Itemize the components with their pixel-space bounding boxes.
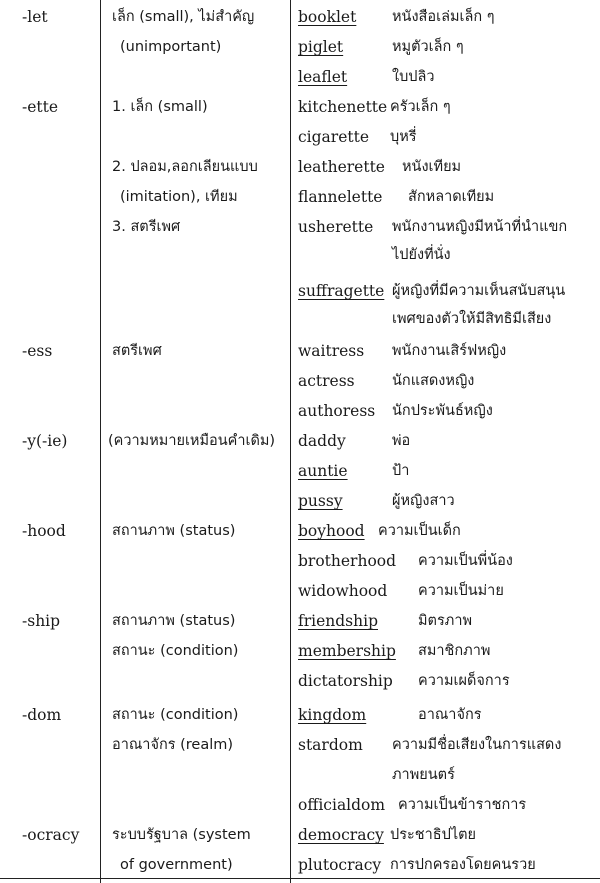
word-cell: leaflet bbox=[298, 68, 348, 86]
table-row bbox=[0, 606, 600, 636]
word-cell: leatherette bbox=[298, 158, 385, 176]
thai-cell: พนักงานเสิร์ฟหญิง bbox=[392, 343, 507, 359]
thai-cell: ความเป็นพี่น้อง bbox=[418, 553, 513, 569]
table-row bbox=[0, 92, 600, 122]
thai-cell: ความมีชื่อเสียงในการแสดง bbox=[392, 737, 562, 753]
thai-cell: พ่อ bbox=[392, 433, 411, 449]
suffix-cell: -let bbox=[22, 8, 48, 26]
word-cell: officialdom bbox=[298, 796, 386, 814]
table-row bbox=[0, 366, 600, 396]
thai-cell: ภาพยนตร์ bbox=[392, 767, 455, 783]
word-cell: dictatorship bbox=[298, 672, 393, 690]
table-row bbox=[0, 516, 600, 546]
meaning-cell: สถานะ (condition) bbox=[112, 707, 239, 723]
meaning-cell: สถานภาพ (status) bbox=[112, 613, 236, 629]
thai-cell: หนังเทียม bbox=[402, 159, 462, 175]
suffix-cell: -ocracy bbox=[22, 826, 80, 844]
thai-cell: ความเป็นข้าราชการ bbox=[398, 797, 527, 813]
thai-cell: สักหลาดเทียม bbox=[408, 189, 495, 205]
table-row bbox=[0, 396, 600, 426]
word-cell: stardom bbox=[298, 736, 363, 754]
thai-cell: ครัวเล็ก ๆ bbox=[390, 99, 451, 115]
table-row bbox=[0, 666, 600, 696]
meaning-cell: 1. เล็ก (small) bbox=[112, 99, 208, 115]
thai-cell: บุหรี่ bbox=[390, 129, 417, 145]
suffix-cell: -hood bbox=[22, 522, 66, 540]
word-cell: membership bbox=[298, 642, 396, 660]
word-cell: kitchenette bbox=[298, 98, 388, 116]
meaning-cell: (unimportant) bbox=[120, 39, 222, 55]
thai-cell: อาณาจักร bbox=[418, 707, 482, 723]
word-cell: cigarette bbox=[298, 128, 370, 146]
word-cell: boyhood bbox=[298, 522, 365, 540]
table-row bbox=[0, 32, 600, 62]
word-cell: widowhood bbox=[298, 582, 388, 600]
table-row bbox=[0, 790, 600, 820]
table-row bbox=[0, 122, 600, 152]
meaning-cell: of government) bbox=[120, 857, 233, 873]
thai-cell: หนังสือเล่มเล็ก ๆ bbox=[392, 9, 495, 25]
word-cell: plutocracy bbox=[298, 856, 382, 874]
word-cell: actress bbox=[298, 372, 355, 390]
thai-cell: ป้า bbox=[392, 463, 410, 479]
thai-cell: ความเป็นม่าย bbox=[418, 583, 504, 599]
table-row bbox=[0, 456, 600, 486]
thai-cell: มิตรภาพ bbox=[418, 613, 473, 629]
meaning-cell: สตรีเพศ bbox=[112, 343, 162, 359]
thai-cell: นักประพันธ์หญิง bbox=[392, 403, 493, 419]
table-row bbox=[0, 276, 600, 306]
meaning-cell: 3. สตรีเพศ bbox=[112, 219, 181, 235]
thai-cell: ไปยังที่นั่ง bbox=[392, 247, 451, 263]
table-row bbox=[0, 820, 600, 850]
table-row bbox=[0, 2, 600, 32]
suffix-cell: -ette bbox=[22, 98, 59, 116]
table-row bbox=[0, 152, 600, 182]
word-cell: pussy bbox=[298, 492, 343, 510]
thai-cell: ความเป็นเด็ก bbox=[378, 523, 461, 539]
meaning-cell: (imitation), เทียม bbox=[120, 189, 238, 205]
word-cell: democracy bbox=[298, 826, 384, 844]
meaning-cell: ระบบรัฐบาล (system bbox=[112, 827, 251, 843]
table-row bbox=[0, 546, 600, 576]
word-cell: suffragette bbox=[298, 282, 385, 300]
word-cell: flannelette bbox=[298, 188, 383, 206]
word-cell: authoress bbox=[298, 402, 376, 420]
word-cell: daddy bbox=[298, 432, 346, 450]
table-row bbox=[0, 240, 600, 270]
suffix-cell: -y(-ie) bbox=[22, 432, 68, 450]
thai-cell: หมูตัวเล็ก ๆ bbox=[392, 39, 464, 55]
bottom-rule bbox=[0, 878, 600, 879]
table-row bbox=[0, 62, 600, 92]
table-row bbox=[0, 700, 600, 730]
meaning-cell: อาณาจักร (realm) bbox=[112, 737, 234, 753]
table-row bbox=[0, 636, 600, 666]
thai-cell: เพศของตัวให้มีสิทธิมีเสียง bbox=[392, 311, 552, 327]
word-cell: booklet bbox=[298, 8, 357, 26]
word-cell: piglet bbox=[298, 38, 344, 56]
word-cell: friendship bbox=[298, 612, 378, 630]
table-row bbox=[0, 576, 600, 606]
table-row bbox=[0, 850, 600, 880]
table-row bbox=[0, 182, 600, 212]
table-row bbox=[0, 730, 600, 760]
word-cell: kingdom bbox=[298, 706, 367, 724]
thai-cell: ผู้หญิงสาว bbox=[392, 493, 455, 509]
thai-cell: ประชาธิปไตย bbox=[390, 827, 477, 843]
table-row bbox=[0, 304, 600, 334]
meaning-cell: เล็ก (small), ไม่สำคัญ bbox=[112, 9, 255, 25]
thai-cell: นักแสดงหญิง bbox=[392, 373, 475, 389]
table-row bbox=[0, 426, 600, 456]
suffix-cell: -ship bbox=[22, 612, 61, 630]
table-row bbox=[0, 760, 600, 790]
meaning-cell: 2. ปลอม,ลอกเลียนแบบ bbox=[112, 159, 258, 175]
thai-cell: พนักงานหญิงมีหน้าที่นำแขก bbox=[392, 219, 568, 235]
thai-cell: การปกครองโดยคนรวย bbox=[390, 857, 536, 873]
suffix-cell: -ess bbox=[22, 342, 53, 360]
meaning-cell: (ความหมายเหมือนคำเดิม) bbox=[108, 433, 276, 449]
meaning-cell: สถานะ (condition) bbox=[112, 643, 239, 659]
thai-cell: สมาชิกภาพ bbox=[418, 643, 491, 659]
table-row bbox=[0, 212, 600, 242]
suffix-cell: -dom bbox=[22, 706, 62, 724]
word-cell: usherette bbox=[298, 218, 374, 236]
thai-cell: ผู้หญิงที่มีความเห็นสนับสนุน bbox=[392, 283, 566, 299]
word-cell: waitress bbox=[298, 342, 365, 360]
meaning-cell: สถานภาพ (status) bbox=[112, 523, 236, 539]
thai-cell: ใบปลิว bbox=[392, 69, 435, 85]
table-row bbox=[0, 486, 600, 516]
thai-cell: ความเผด็จการ bbox=[418, 673, 510, 689]
word-cell: auntie bbox=[298, 462, 348, 480]
table-row bbox=[0, 336, 600, 366]
word-cell: brotherhood bbox=[298, 552, 397, 570]
